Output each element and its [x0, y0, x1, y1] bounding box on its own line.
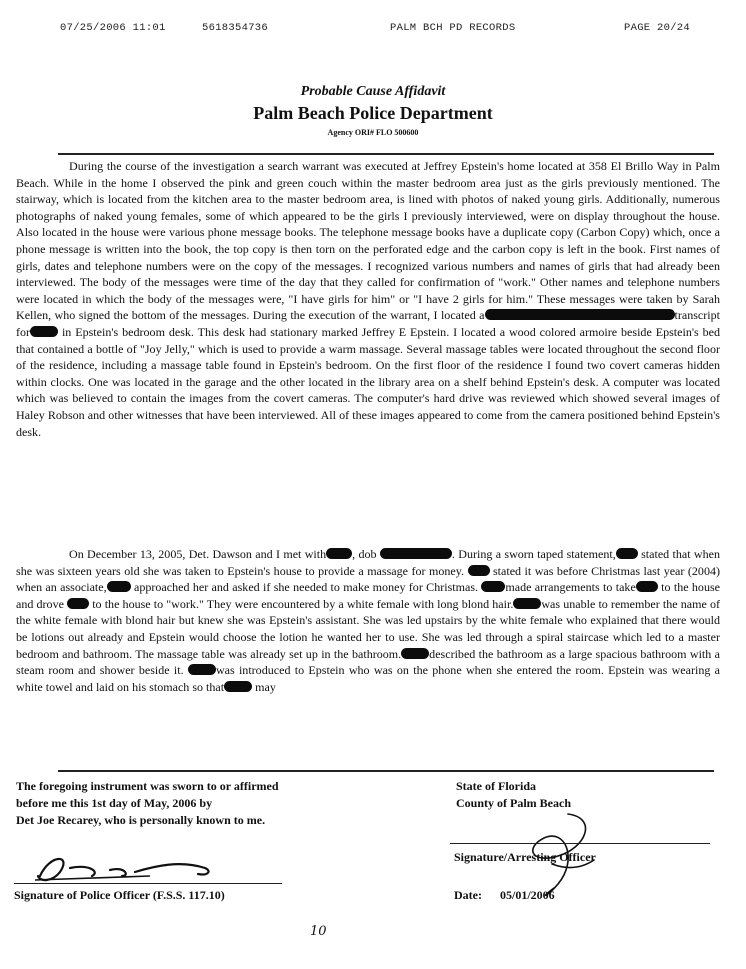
- paragraph-interview: [16, 546, 720, 695]
- date-value: 05/01/2006: [500, 888, 555, 902]
- sworn-line-1: The foregoing instrument was sworn to or affirmed: [16, 779, 279, 793]
- date-label: Date:: [454, 888, 482, 902]
- fax-page-number: PAGE 20/24: [624, 22, 691, 34]
- jurisdiction: [456, 778, 706, 812]
- county-label: County of Palm Beach: [456, 796, 571, 810]
- redaction-block: [107, 581, 131, 592]
- p2-text-13: may: [255, 679, 276, 694]
- redaction-block: [485, 309, 675, 320]
- footer-rule: [58, 770, 714, 772]
- p2-text-2: , dob: [352, 547, 377, 561]
- document-title: Probable Cause Affidavit: [300, 84, 446, 99]
- arresting-officer-label: Signature/Arresting Officer: [454, 850, 596, 864]
- agency-ori: Agency ORI# FLO 500600: [327, 128, 419, 137]
- redaction-block: [401, 648, 429, 659]
- p2-text-3: . During a sworn taped statement,: [451, 547, 616, 561]
- fax-datetime: 07/25/2006 11:01: [60, 22, 166, 34]
- p1-text-3: in Epstein's bedroom desk. This desk had stationary marked Jeffrey E Epstein. I located a wood colored armoire beside Epstein's bed that contained a bottle of "Joy Jelly," which is used to provide a warm massage. Several massage tables were located throughout the second floor of the residence, including a massage table found in Epstein's bedroom. On the first floor of the residence I found two covert cameras hidden within clocks. One was located in the garage and the other located in the library area on a shelf behind Epstein's desk. A computer was located which was believed to contain the images from the covert cameras. The computer's hard drive was reviewed which showed several images of Haley Robson and other witnesses that have been interviewed. All of these images appeared to come from the camera positioned behind Epstein's desk.: [16, 324, 720, 439]
- paragraph-search-warrant: [16, 158, 720, 440]
- redaction-block: [468, 565, 490, 576]
- state-label: State of Florida: [456, 779, 536, 793]
- officer-signature-line: [14, 883, 282, 884]
- redaction-block: [380, 548, 452, 559]
- p2-text-5: stated it was before Christmas last year (2004) when an associate,: [16, 563, 721, 595]
- p2-text-6: approached her and asked if she needed to make money for Christmas.: [133, 580, 479, 595]
- redaction-block: [513, 598, 541, 609]
- p2-text-10: was unable to remember the name of the white female with blond hair but knew she was Epstein's assistant. She was led upstairs by the white female who explained that there would be lotions out already and Epstein would choose the lotion he wanted her to use. She was led through a spiral staircase which led to a master bedroom and bathroom. The massage table was already set up in the bathroom.: [16, 596, 720, 661]
- redaction-block: [188, 664, 216, 675]
- p2-text-1: On December 13, 2005, Det. Dawson and I met with: [69, 547, 327, 561]
- p2-text-8: to the house and drove: [16, 580, 721, 611]
- fax-phone: 5618354736: [202, 22, 269, 34]
- department-name: Palm Beach Police Department: [253, 103, 493, 123]
- header-rule: [58, 153, 714, 155]
- p2-text-11: described the bathroom as a large spacious bathroom with a steam room and shower beside it.: [16, 646, 720, 678]
- p2-text-7: made arrangements to take: [505, 580, 636, 595]
- sworn-line-3: Det Joe Recarey, who is personally known to me.: [16, 813, 266, 827]
- p2-text-4: stated that when she was sixteen years old she was taken to Epstein's house to provide a massage for money.: [16, 547, 721, 578]
- p2-text-9: to the house to "work." They were encountered by a white female with long blond hair.: [92, 596, 514, 611]
- redaction-block: [481, 581, 505, 592]
- arresting-signature-line: [450, 843, 710, 844]
- page-mark: 10: [310, 924, 327, 939]
- p2-text-12: was introduced to Epstein who was on the phone when she entered the room. Epstein was wearing a white towel and laid on his stomach so that: [16, 663, 721, 694]
- redaction-block: [616, 548, 638, 559]
- redaction-block: [224, 681, 252, 692]
- redaction-block: [67, 598, 89, 609]
- officer-signature-label: Signature of Police Officer (F.S.S. 117.10): [14, 888, 225, 902]
- redaction-block: [30, 326, 58, 337]
- p1-text-2: transcript for: [16, 308, 720, 339]
- redaction-block: [326, 548, 352, 559]
- p1-text-1: During the course of the investigation a search warrant was executed at Jeffrey Epstein's home located at 358 El Brillo Way in Palm Beach. While in the home I observed the pink and green couch within the master bedroom area just as the girls previously mentioned. The stairway, which is located from the kitchen area to the master bedroom area, is lined with photos of naked young girls. Additionally, numerous photographs of naked young females, some of which appeared to be the girls I previously interviewed, were on display throughout the house. Also located in the house were various phone message books. The telephone message books have a duplicate copy (Carbon Copy) which, once a phone message is written into the book, the top copy is then torn on the perforated edge and the carbon copy is left in the book. First names of girls, dates and telephone numbers were on the copy of the messages. I recognized various numbers and names of girls that had already been interviewed. The body of the messages were time of the day that they called for confirmation of "work." Other names and telephone numbers were located in which the body of the messages were, "I have girls for him" or "I have 2 girls for him." These messages were taken by Sarah Kellen, who signed the bottom of the messages. During the execution of the warrant, I located a: [16, 159, 720, 323]
- fax-sender: PALM BCH PD RECORDS: [390, 22, 516, 34]
- sworn-line-2: before me this 1st day of May, 2006 by: [16, 796, 213, 810]
- sworn-statement: [16, 778, 376, 829]
- redaction-block: [636, 581, 658, 592]
